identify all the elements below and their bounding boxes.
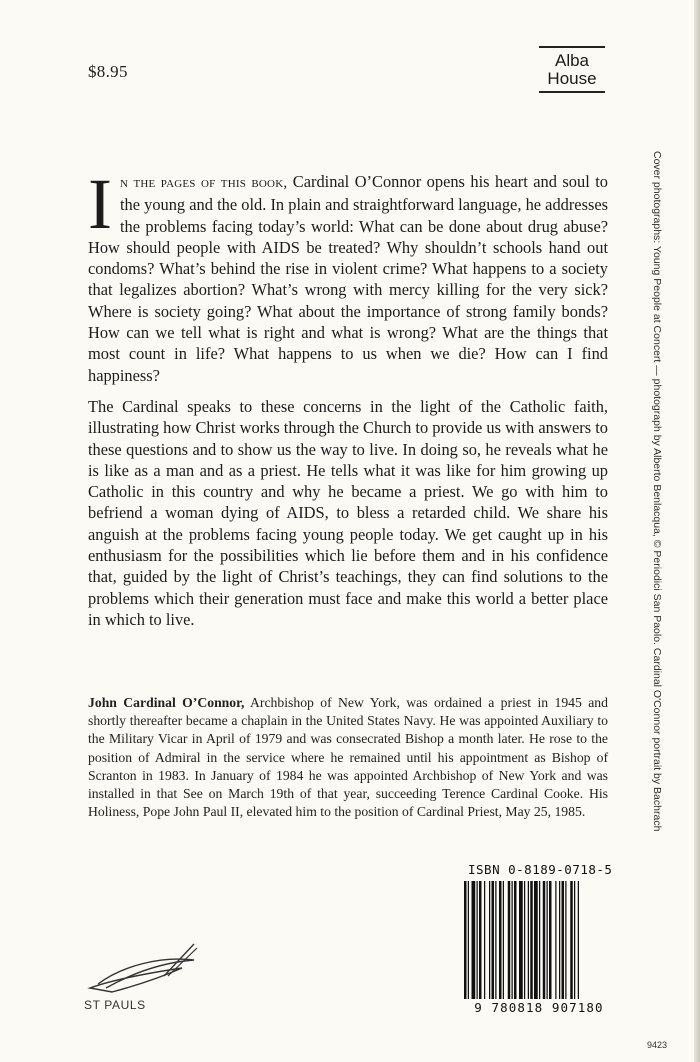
drop-cap: I (88, 164, 112, 244)
publisher-logo-line2: House (547, 69, 597, 88)
publisher-logo (539, 46, 605, 93)
page-edge (694, 0, 700, 1062)
cover-credit: Cover photographs: Young People at Concert — photograph by Alberto Benlacqua, © Periodici San Paolo. Cardinal O'Connor portrait by Bachrach (651, 151, 663, 832)
barcode-area (460, 862, 618, 1022)
author-name: John Cardinal O’Connor, (88, 695, 245, 710)
catalog-number: 9423 (647, 1040, 668, 1050)
barcode-graphic (460, 881, 618, 999)
barcode-digits: 9 780818 907180 (474, 1000, 604, 1015)
description-paragraph-2: The Cardinal speaks to these concerns in the light of the Catholic faith, illustrating how Christ works through the Church to provide us with answers to these questions and to show us the way to live. In doing so, he reveals what he is like as a man and as a priest. He tells what it was like for him growing up Catholic in this country and why he became a priest. We go with him to befriend a woman dying of AIDS, to bless a retarded child. We share his anguish at the problems facing young people today. We get caught up in his enthusiasm for the possibilities which lie before them and in his confidence that, guided by the light of Christ’s teachings, they can find solutions to the problems which their generation must face and make this world a better place in which to live. (88, 396, 608, 629)
isbn-label: ISBN 0-8189-0718-5 (468, 862, 613, 877)
paragraph-1-text: Cardinal O’Connor opens his heart and soul to the young and the old. In plain and straightforward language, he addresses the problems facing today’s world: What can be done about drug abuse? How should people with AIDS be treated? Why shouldn’t schools hand out condoms? What’s behind the rise in violent crime? What happens to a society that legalizes abortion? What’s wrong with mercy killing for the very sick? Where is society going? What about the importance of strong family bonds? How can we tell what is right and what is wrong? What are the things that most count in life? What happens to us when we die? How can I find happiness? (88, 172, 608, 385)
description (88, 164, 608, 640)
price-label: $8.95 (88, 62, 128, 81)
author-bio-text: Archbishop of New York, was ordained a priest in 1945 and shortly thereafter became a chaplain in the United States Navy. He was appointed Auxiliary to the Military Vicar in April of 1979 and was consecrated Bishop a month later. He rose to the position of Admiral in the service where he remained until his appointment as Bishop of Scranton in 1983. In January of 1984 he was appointed Archbishop of New York and was installed in that See on March 19th of that year, succeeding Terence Cardinal Cooke. His Holiness, Pope John Paul II, elevated him to the position of Cardinal Priest, May 25, 1985. (88, 695, 608, 820)
lead-in: n the pages of this book, (119, 175, 288, 191)
description-paragraph-1 (88, 164, 608, 386)
st-pauls-label: ST PAULS (84, 998, 146, 1012)
author-bio (88, 694, 608, 821)
st-pauls-logo-icon (82, 940, 202, 1000)
publisher-logo-line1: Alba (554, 51, 590, 70)
